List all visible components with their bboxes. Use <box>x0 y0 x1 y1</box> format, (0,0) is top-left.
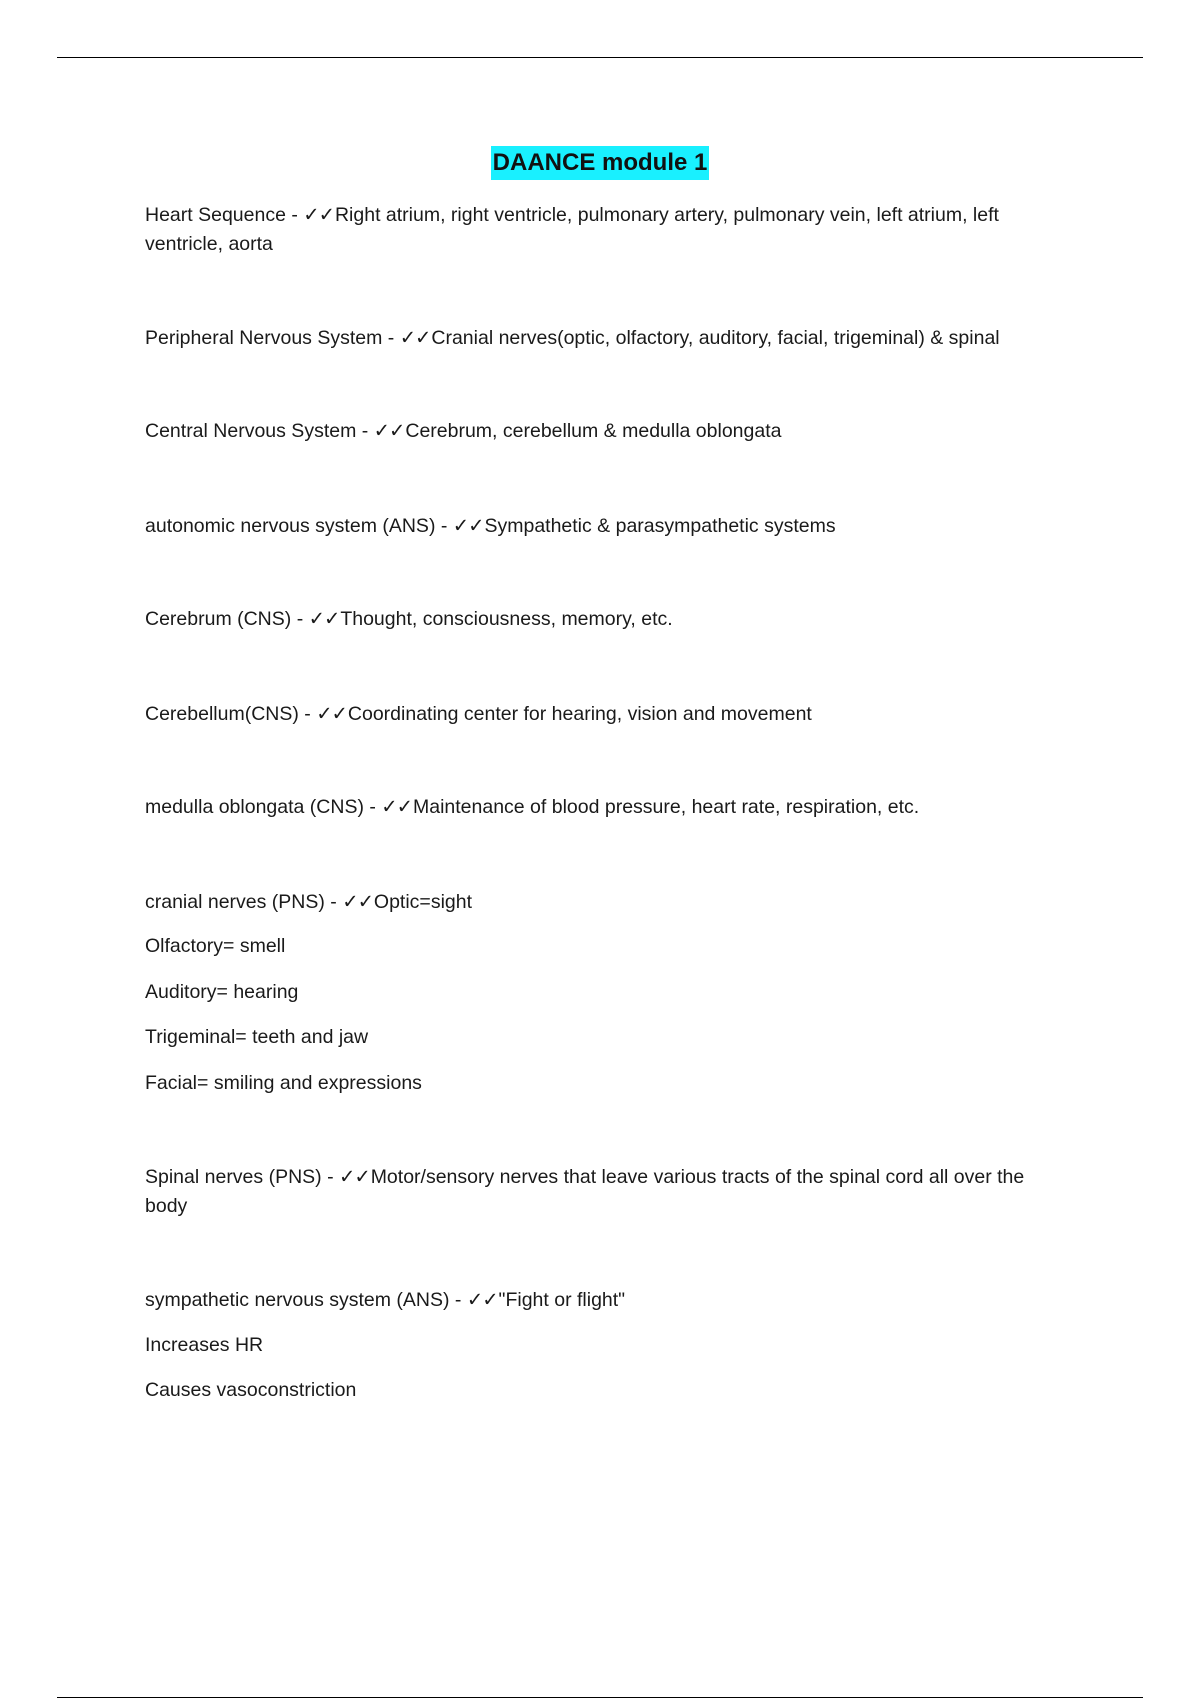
entry-separator: - <box>291 608 309 630</box>
entry-extra-line: Olfactory= smell <box>145 935 286 957</box>
entry-term: cranial nerves (PNS) <box>145 891 325 913</box>
entry-separator: - <box>382 327 400 349</box>
entry-separator: - <box>285 204 304 226</box>
entry-separator: - <box>449 1289 467 1311</box>
entry-extra-line: Auditory= hearing <box>145 981 299 1003</box>
entry-sympathetic-nervous-system <box>145 1285 1065 1315</box>
entry-separator: - <box>321 1166 339 1188</box>
entry-definition: Cerebrum, cerebellum & medulla oblongata <box>405 420 782 442</box>
entry-term: Central Nervous System <box>145 420 357 442</box>
entry-term: Heart Sequence <box>145 204 286 226</box>
double-check-icon: ✓✓ <box>342 890 373 913</box>
entry-term: medulla oblongata (CNS) <box>145 796 364 818</box>
entry-definition: Optic=sight <box>373 891 473 913</box>
double-check-icon: ✓✓ <box>308 607 340 630</box>
entry-definition: Right atrium, right ventricle, pulmonary artery, pulmonary vein, left atrium, left ventricle, aorta <box>145 204 999 255</box>
double-check-icon: ✓✓ <box>303 203 334 226</box>
entry-cranial-nerves <box>145 887 1065 917</box>
header-rule <box>57 57 1143 58</box>
double-check-icon: ✓✓ <box>373 419 405 442</box>
entry-definition: Motor/sensory nerves that leave various tracts of the spinal cord all over the body <box>145 1166 1025 1217</box>
entry-separator: - <box>435 515 453 537</box>
entry-term: Cerebrum (CNS) <box>145 608 292 630</box>
entry-extra-line: Trigeminal= teeth and jaw <box>145 1026 369 1048</box>
entry-extra-line: Causes vasoconstriction <box>145 1379 357 1401</box>
entry-extra-line: Increases HR <box>145 1334 264 1356</box>
entry-cerebrum <box>145 604 1065 634</box>
entry-term: sympathetic nervous system (ANS) <box>145 1289 450 1311</box>
entry-definition: Maintenance of blood pressure, heart rate, respiration, etc. <box>412 796 920 818</box>
entry-definition: Sympathetic & parasympathetic systems <box>484 515 836 537</box>
double-check-icon: ✓✓ <box>452 514 484 537</box>
entry-definition: "Fight or flight" <box>498 1289 626 1311</box>
entry-term: Peripheral Nervous System <box>145 327 383 349</box>
entry-separator: - <box>298 703 317 725</box>
entry-spinal-nerves <box>145 1162 1065 1221</box>
entry-definition: Coordinating center for hearing, vision and movement <box>347 703 812 725</box>
entry-separator: - <box>363 796 382 818</box>
double-check-icon: ✓✓ <box>381 795 412 818</box>
double-check-icon: ✓✓ <box>466 1288 498 1311</box>
entry-autonomic-nervous-system <box>145 511 1065 541</box>
entry-term: autonomic nervous system (ANS) <box>145 515 436 537</box>
entry-peripheral-nervous-system <box>145 323 1065 353</box>
entry-term: Cerebellum(CNS) <box>145 703 299 725</box>
footer-rule <box>57 1697 1143 1698</box>
entry-definition: Thought, consciousness, memory, etc. <box>340 608 673 630</box>
entry-central-nervous-system <box>145 416 1065 446</box>
double-check-icon: ✓✓ <box>399 326 431 349</box>
double-check-icon: ✓✓ <box>316 702 347 725</box>
entry-separator: - <box>324 891 343 913</box>
entry-medulla-oblongata <box>145 792 1065 822</box>
title-container <box>0 146 1200 180</box>
entry-definition: Cranial nerves(optic, olfactory, auditory, facial, trigeminal) & spinal <box>431 327 1000 349</box>
entry-separator: - <box>356 420 374 442</box>
entry-extra-line: Facial= smiling and expressions <box>145 1072 422 1094</box>
entry-heart-sequence <box>145 200 1065 259</box>
entry-cerebellum <box>145 699 1065 729</box>
double-check-icon: ✓✓ <box>339 1165 370 1188</box>
entry-term: Spinal nerves (PNS) <box>145 1166 322 1188</box>
document-title: DAANCE module 1 <box>491 146 710 180</box>
